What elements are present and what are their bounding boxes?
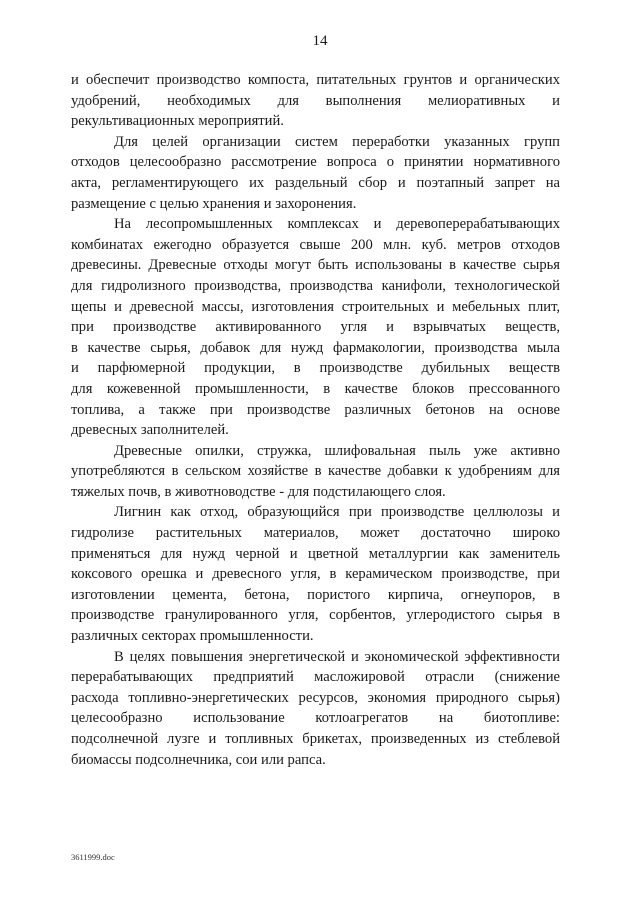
text-line: щепы и древесной массы, изготовления строительных и мебельных плит,: [71, 298, 560, 315]
paragraph: [71, 132, 560, 214]
text-line: и парфюмерной продукции, в производстве дубильных веществ: [71, 360, 560, 377]
text-line: рекультивационных мероприятий.: [71, 113, 284, 130]
text-line: На лесопромышленных комплексах и деревоперерабатывающих: [114, 216, 560, 233]
text-line: подсолнечной лузге и топливных брикетах, произведенных из стеблевой: [71, 731, 560, 747]
text-line: Древесные опилки, стружка, шлифовальная пыль уже активно: [114, 442, 560, 459]
text-line: в качестве сырья, добавок для нужд фармакологии, производства мыла: [71, 339, 560, 356]
paragraph: [71, 502, 560, 646]
paragraph: [71, 214, 560, 441]
text-line: различных секторах промышленности.: [71, 628, 314, 645]
text-line: для кожевенной промышленности, в качестве блоков прессованного: [71, 380, 560, 397]
text-line: тяжелых почв, в животноводстве - для подстилающего слоя.: [71, 483, 446, 500]
document-body: [71, 70, 560, 770]
paragraph: [71, 441, 560, 503]
text-line: Для целей организации систем переработки указанных групп: [114, 133, 560, 150]
text-line: акта, регламентирующего их раздельный сбор и поэтапный запрет на: [71, 174, 560, 191]
text-line: целесообразно использование котлоагрегатов на биотопливе:: [71, 710, 560, 727]
text-line: гидролизе растительных материалов, может достаточно широко: [71, 525, 560, 542]
text-line: удобрений, необходимых для выполнения мелиоративных и: [71, 92, 560, 109]
text-line: древесных заполнителей.: [71, 422, 229, 439]
text-line: биомассы подсолнечника, сои или рапса.: [71, 751, 326, 768]
text-line: изготовлении цемента, бетона, пористого кирпича, огнеупоров, в: [71, 586, 560, 603]
text-line: при производстве активированного угля и взрывчатых веществ,: [71, 319, 560, 336]
page-number: 14: [312, 33, 328, 49]
text-line: коксового орешка и древесного угля, в керамическом производстве, при: [71, 566, 560, 583]
text-line: для гидролизного производства, производства канифоли, технологической: [71, 277, 560, 294]
document-file-name: 3611999.doc: [71, 852, 115, 862]
text-line: отходов целесообразно рассмотрение вопроса о принятии нормативного: [71, 154, 560, 171]
text-line: Лигнин как отход, образующийся при производстве целлюлозы и: [114, 504, 560, 521]
text-line: В целях повышения энергетической и экономической эффективности: [114, 648, 560, 665]
text-line: комбинатах ежегодно образуется свыше 200 млн. куб. метров отходов: [71, 236, 560, 253]
text-line: древесины. Древесные отходы могут быть использованы в качестве сырья: [71, 257, 560, 274]
text-line: размещение с целью хранения и захоронения.: [71, 195, 357, 212]
text-line: расхода топливно-энергетических ресурсов, экономия природного сырья): [71, 689, 560, 706]
paragraph: [71, 647, 560, 771]
text-line: перерабатывающих предприятий масложировой отрасли (снижение: [71, 669, 560, 686]
paragraph: [71, 70, 560, 132]
text-line: топлива, а также при производстве различных бетонов на основе: [71, 401, 560, 418]
text-line: употребляются в сельском хозяйстве в качестве добавки к удобрениям для: [71, 463, 560, 480]
text-line: применяться для нужд черной и цветной металлургии как заменитель: [71, 545, 560, 562]
text-line: и обеспечит производство компоста, питательных грунтов и органических: [71, 72, 560, 88]
text-line: производстве гранулированного угля, сорбентов, углеродистого сырья в: [71, 607, 560, 624]
